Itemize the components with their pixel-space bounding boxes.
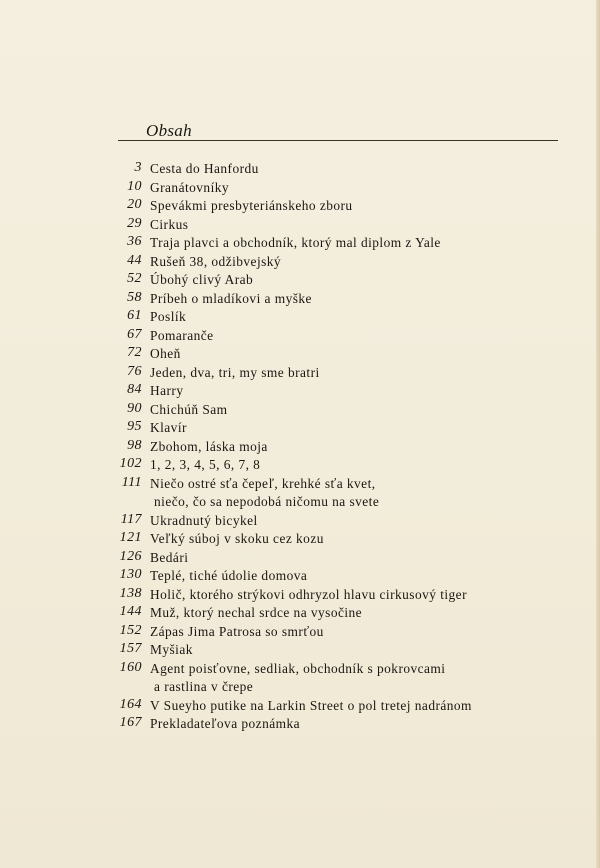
toc-page-number: 164	[119, 696, 142, 712]
toc-page-number: 72	[127, 345, 142, 360]
toc-title: Chichúň Sam	[150, 401, 228, 417]
toc-entry	[0, 216, 600, 235]
toc-entry	[0, 567, 600, 586]
toc-page-number: 3	[134, 160, 142, 175]
toc-page-number: 167	[119, 715, 142, 730]
toc-page-number: 98	[127, 437, 142, 453]
toc-title: Holič, ktorého strýkovi odhryzol hlavu cirkusový tiger	[150, 586, 467, 602]
toc-title: Granátovníky	[150, 179, 230, 195]
toc-page-number: 117	[120, 511, 142, 527]
toc-entry	[0, 549, 600, 568]
toc-title: Spevákmi presbyteriánskeho zboru	[150, 198, 353, 213]
toc-entry	[0, 345, 600, 364]
toc-title: Pomaranče	[150, 327, 214, 343]
toc-title: Harry	[150, 383, 184, 398]
toc-title: Zbohom, láska moja	[150, 438, 268, 454]
toc-title: Traja plavci a obchodník, ktorý mal diplom z Yale	[150, 235, 441, 250]
toc-title: Klavír	[150, 420, 187, 435]
toc-page-number: 61	[127, 308, 142, 323]
toc-entry	[0, 234, 600, 253]
toc-title: V Sueyho putike na Larkin Street o pol tretej nadránom	[150, 697, 472, 713]
toc-page-number: 121	[119, 530, 142, 545]
toc-page-number: 90	[127, 400, 142, 416]
toc-page-number: 29	[127, 215, 142, 231]
toc-page-number: 67	[127, 326, 142, 342]
toc-entry	[0, 475, 600, 512]
toc-title: Veľký súboj v skoku cez kozu	[150, 531, 324, 546]
toc-page-number: 111	[121, 474, 142, 490]
toc-entry	[0, 160, 600, 179]
toc-entry	[0, 179, 600, 198]
toc-title: Agent poisťovne, sedliak, obchodník s pokrovcami	[150, 660, 446, 676]
toc-page-number: 130	[119, 567, 142, 582]
toc-title: Bedári	[150, 549, 189, 565]
toc-entry	[0, 660, 600, 697]
toc-title-continued: a rastlina v črepe	[154, 679, 254, 694]
heading-rule	[118, 140, 558, 141]
toc-entry	[0, 715, 600, 734]
toc-title: Teplé, tiché údolie domova	[150, 568, 308, 583]
toc-page-number: 84	[127, 382, 142, 397]
toc-title: Niečo ostré sťa čepeľ, krehké sťa kvet,	[150, 475, 376, 491]
toc-entry	[0, 382, 600, 401]
toc-entry	[0, 197, 600, 216]
toc-entry	[0, 586, 600, 605]
toc-entry	[0, 697, 600, 716]
toc-title: Rušeň 38, odžibvejský	[150, 253, 282, 269]
toc-entry	[0, 512, 600, 531]
toc-title: Cesta do Hanfordu	[150, 161, 259, 176]
toc-title: Cirkus	[150, 216, 189, 232]
toc-page-number: 126	[119, 548, 142, 564]
toc-entry	[0, 530, 600, 549]
toc-page-number: 157	[119, 641, 142, 656]
toc-entry	[0, 401, 600, 420]
toc-page-number: 160	[119, 659, 142, 675]
toc-page-number: 138	[119, 585, 142, 601]
toc-title: Úbohý clivý Arab	[150, 272, 254, 287]
toc-entry	[0, 271, 600, 290]
toc-title: Oheň	[150, 346, 181, 361]
toc-entry	[0, 419, 600, 438]
toc-title-continued: niečo, čo sa nepodobá ničomu na svete	[154, 494, 380, 509]
toc-title: Jeden, dva, tri, my sme bratri	[150, 364, 320, 380]
toc-title: Muž, ktorý nechal srdce na vysočine	[150, 605, 363, 620]
table-of-contents	[0, 160, 600, 734]
toc-entry	[0, 456, 600, 475]
contents-heading: Obsah	[146, 121, 192, 140]
toc-page-number: 36	[127, 234, 142, 249]
toc-page-number: 58	[127, 289, 142, 305]
toc-entry	[0, 253, 600, 272]
toc-page-number: 144	[119, 604, 142, 619]
toc-title: Prekladateľova poznámka	[150, 716, 301, 731]
toc-entry	[0, 604, 600, 623]
toc-title: Myšiak	[150, 642, 193, 657]
toc-entry	[0, 623, 600, 642]
toc-page-number: 52	[127, 271, 142, 286]
toc-title: 1, 2, 3, 4, 5, 6, 7, 8	[150, 457, 261, 472]
toc-page-number: 152	[119, 622, 142, 638]
toc-page-number: 20	[127, 197, 142, 212]
toc-page-number: 95	[127, 419, 142, 434]
toc-page-number: 44	[127, 252, 142, 268]
toc-title: Zápas Jima Patrosa so smrťou	[150, 623, 324, 639]
toc-page-number: 76	[127, 363, 142, 379]
toc-entry	[0, 308, 600, 327]
toc-entry	[0, 438, 600, 457]
toc-title: Poslík	[150, 309, 187, 324]
toc-entry	[0, 290, 600, 309]
toc-page-number: 102	[119, 456, 142, 471]
toc-page-number: 10	[127, 178, 142, 194]
toc-entry	[0, 641, 600, 660]
toc-entry	[0, 327, 600, 346]
toc-entry	[0, 364, 600, 383]
toc-title: Príbeh o mladíkovi a myške	[150, 290, 312, 306]
toc-title: Ukradnutý bicykel	[150, 512, 258, 528]
